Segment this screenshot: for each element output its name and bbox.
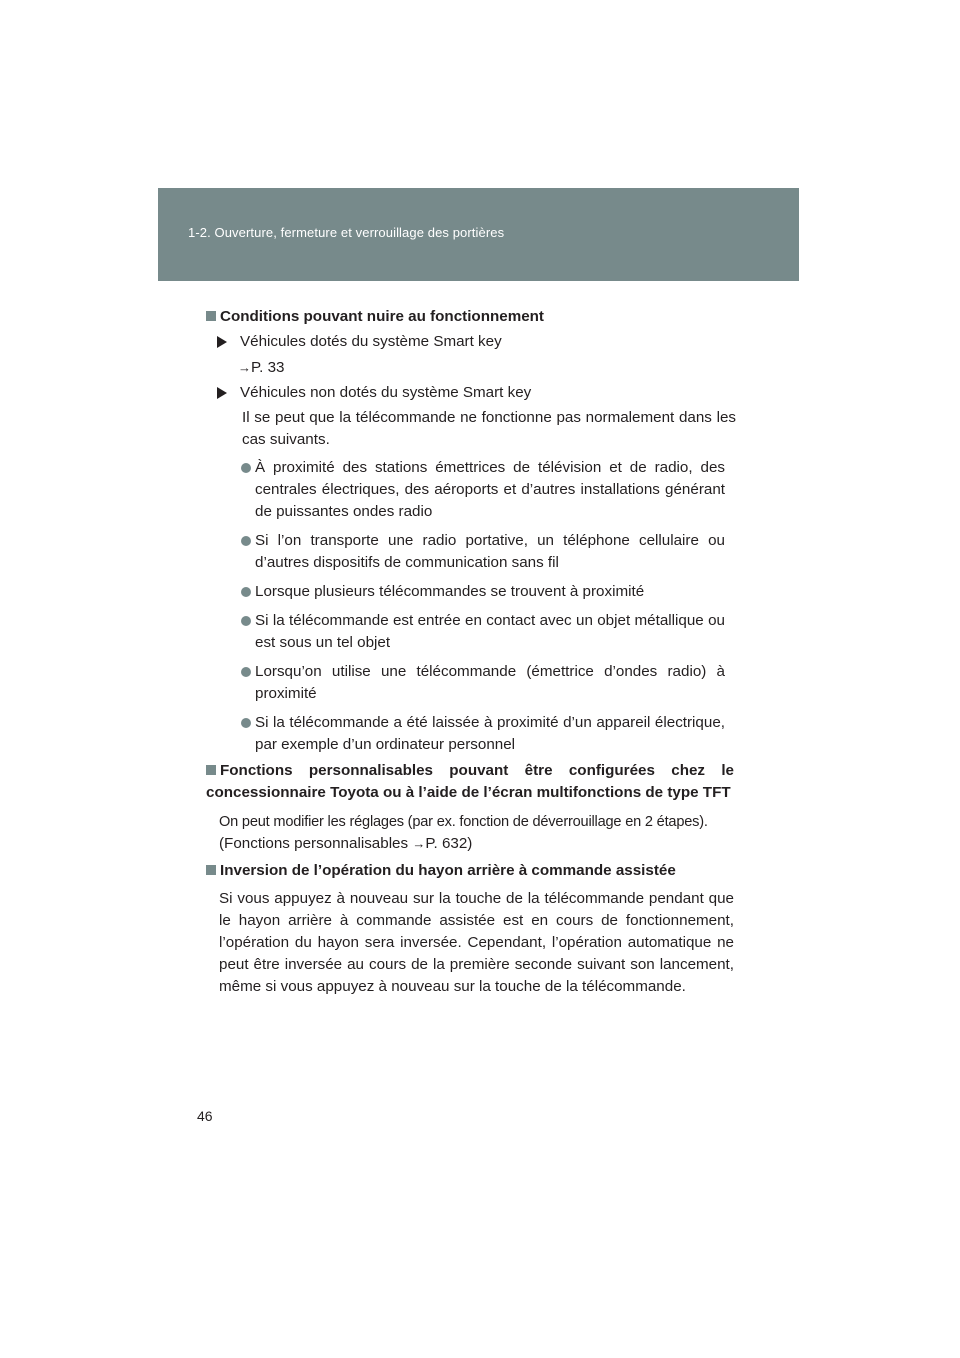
subitem-description: Il se peut que la télécommande ne fonctionne pas normalement dans les cas suivants. [242, 409, 736, 448]
round-bullet-icon [241, 616, 251, 626]
round-bullet-icon [241, 587, 251, 597]
section-header-band [158, 188, 799, 281]
list-item: Lorsqu’on utilise une télécommande (émettrice d’ondes radio) à proximité [206, 661, 725, 705]
square-bullet-icon [206, 311, 216, 321]
subitem-label: Véhicules dotés du système Smart key [240, 333, 502, 350]
list-item: Si la télécommande a été laissée à proximité d’un appareil électrique, par exemple d’un ordinateur personnel [206, 712, 725, 756]
heading-text: Fonctions personnalisables pouvant être configurées chez le concessionnaire Toyota ou à l’aide de l’écran multifonctions de type TFT [206, 762, 734, 801]
page-reference [206, 357, 734, 379]
heading-tailgate [206, 860, 734, 882]
heading-conditions [206, 306, 734, 328]
reference-text: P. 33 [251, 359, 285, 376]
heading-text: Conditions pouvant nuire au fonctionnement [220, 308, 544, 325]
subitem-label: Véhicules non dotés du système Smart key [240, 384, 532, 401]
tailgate-text: Si vous appuyez à nouveau sur la touche de la télécommande pendant que le hayon arrière à commande assistée est en cours de fonctionnement, l’opération du hayon sera inversée. Cependant, l’opération automatique ne peut être inversée au cours de la première seconde suivant son lancement, même si vous appuyez à nouveau sur la touche de la télécommande. [219, 890, 734, 995]
list-item: À proximité des stations émettrices de télévision et de radio, des centrales électriques, des aéroports et d’autres installations générant de puissantes ondes radio [206, 457, 725, 523]
heading-text: Inversion de l’opération du hayon arrière à commande assistée [220, 862, 676, 879]
section-title: 1-2. Ouverture, fermeture et verrouillage des portières [188, 225, 505, 240]
list-item: Si la télécommande est entrée en contact avec un objet métallique ou est sous un tel objet [206, 610, 725, 654]
text-line: On peut modifier les réglages (par ex. fonction de déverrouillage en 2 étapes). [219, 814, 708, 830]
customizable-text [206, 811, 734, 855]
arrow-icon: → [238, 360, 251, 375]
text-line: (Fonctions personnalisables →P. 632) [219, 835, 473, 852]
list-item: Lorsque plusieurs télécommandes se trouvent à proximité [206, 581, 725, 603]
square-bullet-icon [206, 865, 216, 875]
triangle-bullet-icon [217, 336, 227, 348]
square-bullet-icon [206, 765, 216, 775]
arrow-icon: → [412, 836, 426, 851]
subitem-no-smart-key [206, 382, 734, 404]
heading-customizable [206, 760, 734, 804]
round-bullet-icon [241, 536, 251, 546]
page-number: 46 [197, 1108, 213, 1124]
subitem-smart-key [206, 331, 734, 353]
round-bullet-icon [241, 463, 251, 473]
reference-text: P. 632) [425, 835, 473, 852]
list-item: Si l’on transporte une radio portative, un téléphone cellulaire ou d’autres dispositifs de communication sans fil [206, 530, 725, 574]
round-bullet-icon [241, 667, 251, 677]
triangle-bullet-icon [217, 387, 227, 399]
page-content [206, 306, 734, 998]
round-bullet-icon [241, 718, 251, 728]
